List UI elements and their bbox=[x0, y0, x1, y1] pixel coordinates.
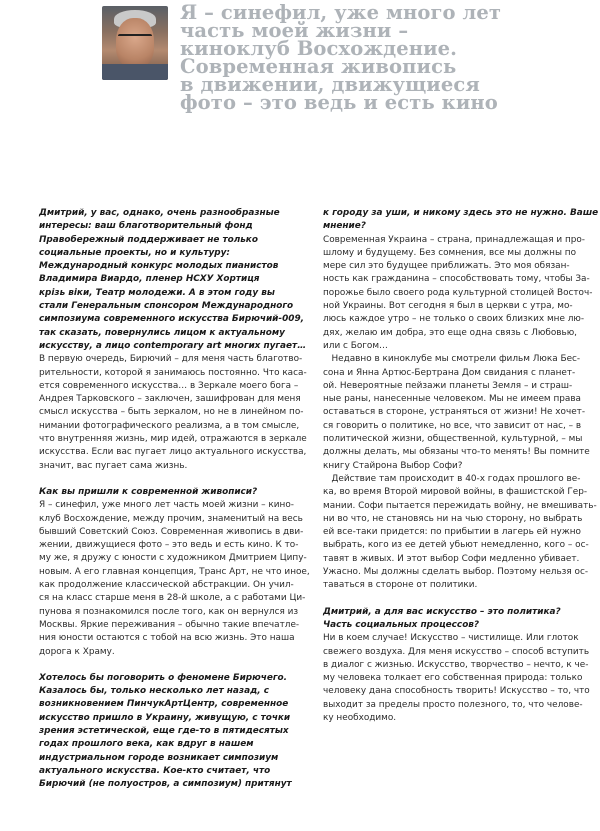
answer-line: ей все-таки придется: по прибытии в лагерь ей нужно bbox=[323, 527, 581, 538]
answer-line: Недавно в киноклубе мы смотрели фильм Люка Бес- bbox=[323, 354, 581, 365]
answer-line: бывший Советский Союз. Современная живопись в дви- bbox=[39, 526, 304, 537]
answer-line: Ни в коем случае! Искусство – чистилище. Или глоток bbox=[323, 633, 579, 644]
pull-quote-line: Современная живопись bbox=[180, 55, 457, 78]
answer-line: Москвы. Яркие переживания – обычно такие впечатле- bbox=[39, 619, 300, 630]
answer-line: Современная Украина – страна, принадлежащая и про- bbox=[323, 234, 586, 245]
answer-line: ой. Невероятные пейзажи планеты Земля – и страш- bbox=[323, 380, 573, 391]
answer-line: мании. Софи пытается пережидать войну, не вмешивать- bbox=[323, 500, 597, 511]
answer-line: рительности, которой я занимаюсь постоянно. Что каса- bbox=[39, 367, 307, 378]
answer-line: дях, желаю им добра, это еще одна связь с Любовью, bbox=[323, 327, 578, 338]
answer-line: пунова я познакомился после того, как он вернулся из bbox=[39, 606, 299, 617]
pull-quote bbox=[180, 1, 590, 114]
question-line: индустриальном городе возникает симпозиум bbox=[39, 752, 279, 763]
answer-line: политической жизни, общественной, культурной, – мы bbox=[323, 434, 583, 445]
answer-line: выходит за пределы просто полезного, то, что челове- bbox=[323, 699, 583, 710]
pull-quote-line: Я – синефил, уже много лет bbox=[180, 1, 502, 24]
answer-line: что внутренняя жизнь, мир идей, отражаются в зеркале bbox=[39, 434, 307, 445]
question-line: симпозиума современного искусства Бирючий-009, bbox=[39, 314, 304, 325]
answer-line: смысл искусства – быть зеркалом, но не в линейном по- bbox=[39, 407, 304, 418]
pull-quote-line: часть моей жизни – bbox=[180, 19, 409, 42]
answer-line: ни во что, не становясь ни на чью сторону, но выбрать bbox=[323, 513, 583, 524]
question-line: зрения эстетической, еще где-то в пятидесятых bbox=[39, 725, 289, 736]
question-line: Как вы пришли к современной живописи? bbox=[39, 486, 258, 497]
answer-line: люсь каждое утро – не только о своих близких мне лю- bbox=[323, 314, 585, 325]
answer-line: Ужасно. Мы должны сделать выбор. Поэтому нельзя ос- bbox=[323, 567, 589, 578]
question-line: возникновением ПинчукАртЦентр, современное bbox=[39, 699, 289, 710]
question-line: Владимира Виардо, пленер НСХУ Хортиця bbox=[39, 274, 260, 285]
portrait-glasses bbox=[118, 34, 152, 44]
interview-block bbox=[39, 207, 309, 473]
block-gap bbox=[39, 659, 309, 672]
answer-line: ся говорить о политике, но все, что зависит от нас, – в bbox=[323, 420, 582, 431]
answer-line: Я – синефил, уже много лет часть моей жизни – кино- bbox=[39, 500, 294, 511]
answer-line: дорога к Храму. bbox=[39, 646, 115, 657]
answer-line: ка, во время Второй мировой войны, в фашистской Гер- bbox=[323, 487, 588, 498]
answer-line: ной Украины. Вот сегодня я был в церкви с утра, мо- bbox=[323, 301, 573, 312]
answer-line: мере сил это будущее приближать. Это моя обязан- bbox=[323, 261, 570, 272]
answer-line: Андрея Тарковского – заключен, зашифрован для меня bbox=[39, 394, 301, 405]
answer-line: нимании фотографического реализма, а в том смысле, bbox=[39, 420, 300, 431]
answer-line: ся на класс старше меня в 28-й школе, а с работами Ци- bbox=[39, 593, 306, 604]
answer-line: или с Богом… bbox=[323, 340, 388, 351]
answer-line: значит, вас пугает сама жизнь. bbox=[39, 460, 188, 471]
question-line: Международный конкурс молодых пианистов bbox=[39, 261, 279, 272]
answer-line: шлому и будущему. Без сомнения, все мы должны по bbox=[323, 247, 577, 258]
question-line: Хотелось бы поговорить о феномене Бирючего. bbox=[39, 672, 288, 683]
interview-block bbox=[39, 672, 309, 792]
answer-line: В первую очередь, Бирючий – для меня часть благотво- bbox=[39, 354, 303, 365]
question-line: к городу за уши, и никому здесь это не нужно. Ваше bbox=[323, 208, 599, 218]
block-gap bbox=[323, 593, 585, 606]
question-line: искусству, а лицо contemporary art многих пугает… bbox=[39, 340, 307, 351]
answer-line: ные раны, нанесенные человеком. Мы не имеем права bbox=[323, 394, 581, 405]
answer-line: как продолжение классической абстракции. Он учил- bbox=[39, 580, 294, 591]
answer-line: клуб Восхождение, между прочим, знаменитый на весь bbox=[39, 513, 303, 524]
question-line: Дмитрий, а для вас искусство – это политика? bbox=[323, 606, 561, 617]
pull-quote-line: фото – это ведь и есть кино bbox=[180, 91, 498, 114]
left-column bbox=[39, 207, 309, 791]
right-column bbox=[323, 207, 599, 725]
block-gap bbox=[39, 473, 309, 486]
answer-line: искусства. Если вас пугает лицо актуального искусства, bbox=[39, 447, 307, 458]
question-line: Бирючий (не полуостров, а симпозиум) притянут bbox=[39, 779, 292, 790]
portrait-photo bbox=[102, 6, 168, 80]
answer-line: должны делать, мы обязаны что-то менять! Вы помните bbox=[323, 447, 590, 458]
answer-line: человеку дана способность творить! Искусство – то, что bbox=[323, 686, 590, 697]
answer-line: выбрать, кого из ее детей убьют немедленно, кого – ос- bbox=[323, 540, 589, 551]
answer-line: сона и Янна Артюс-Бертрана Дом свидания с планет- bbox=[323, 367, 576, 378]
pull-quote-line: в движении, движущиеся bbox=[180, 73, 480, 96]
question-line: годах прошлого века, как вдруг в нашем bbox=[39, 739, 254, 750]
answer-line: Действие там происходит в 40-х годах прошлого ве- bbox=[323, 473, 581, 484]
question-line: Правобережный поддерживает не только bbox=[39, 234, 258, 245]
answer-line: книгу Стайрона Выбор Софи? bbox=[323, 460, 463, 471]
answer-line: ку необходимо. bbox=[323, 712, 397, 723]
question-line: Дмитрий, у вас, однако, очень разнообразные bbox=[39, 208, 280, 218]
answer-line: ность как гражданина – способствовать тому, чтобы За- bbox=[323, 274, 590, 285]
answer-line: свежего воздуха. Для меня искусство – способ вступить bbox=[323, 646, 590, 657]
interview-block bbox=[323, 207, 599, 593]
question-line: мнение? bbox=[323, 221, 366, 232]
interview-block bbox=[39, 486, 309, 659]
question-line: интересы: ваш благотворительный фонд bbox=[39, 221, 253, 232]
answer-line: новым. А его главная концепция, Транс Арт, не что иное, bbox=[39, 566, 310, 577]
answer-line: му человека толкает его собственная природа: только bbox=[323, 673, 583, 684]
question-line: крізь віки, Театр молодежи. А в этом году вы bbox=[39, 287, 275, 298]
answer-line: таваться в стороне от политики. bbox=[323, 580, 478, 591]
interview-block bbox=[323, 606, 590, 726]
question-line: так сказать, повернулись лицом к актуальному bbox=[39, 327, 285, 338]
question-line: искусство пришло в Украину, живущую, с точки bbox=[39, 712, 291, 723]
question-line: Часть социальных процессов? bbox=[323, 619, 480, 630]
answer-line: му же, я дружу с юности с художником Дмитрием Ципу- bbox=[39, 553, 307, 564]
answer-line: в диалог с жизнью. Искусство, творчество – нечто, к че- bbox=[323, 659, 589, 670]
question-line: актуального искусства. Кое-кто считает, что bbox=[39, 765, 271, 776]
answer-line: ния юности остаются с тобой на всю жизнь. Это наша bbox=[39, 633, 295, 644]
answer-line: порожье было своего рода культурной столицей Восточ- bbox=[323, 287, 593, 298]
question-line: социальные проекты, но и культуру: bbox=[39, 247, 230, 258]
question-line: Казалось бы, только несколько лет назад, с bbox=[39, 686, 269, 697]
answer-line: оставаться в стороне, устраняться от жизни! Не хочет- bbox=[323, 407, 586, 418]
answer-line: ется современного искусства… в Зеркале моего бога – bbox=[39, 380, 299, 391]
question-line: стали Генеральным спонсором Международного bbox=[39, 301, 294, 312]
pull-quote-line: киноклуб Восхождение. bbox=[180, 37, 458, 60]
answer-line: тавят в живых. И этот выбор Софи медленно убивает. bbox=[323, 553, 580, 564]
portrait-collar bbox=[102, 64, 168, 80]
answer-line: жении, движущиеся фото – это ведь и есть кино. К то- bbox=[39, 540, 299, 551]
